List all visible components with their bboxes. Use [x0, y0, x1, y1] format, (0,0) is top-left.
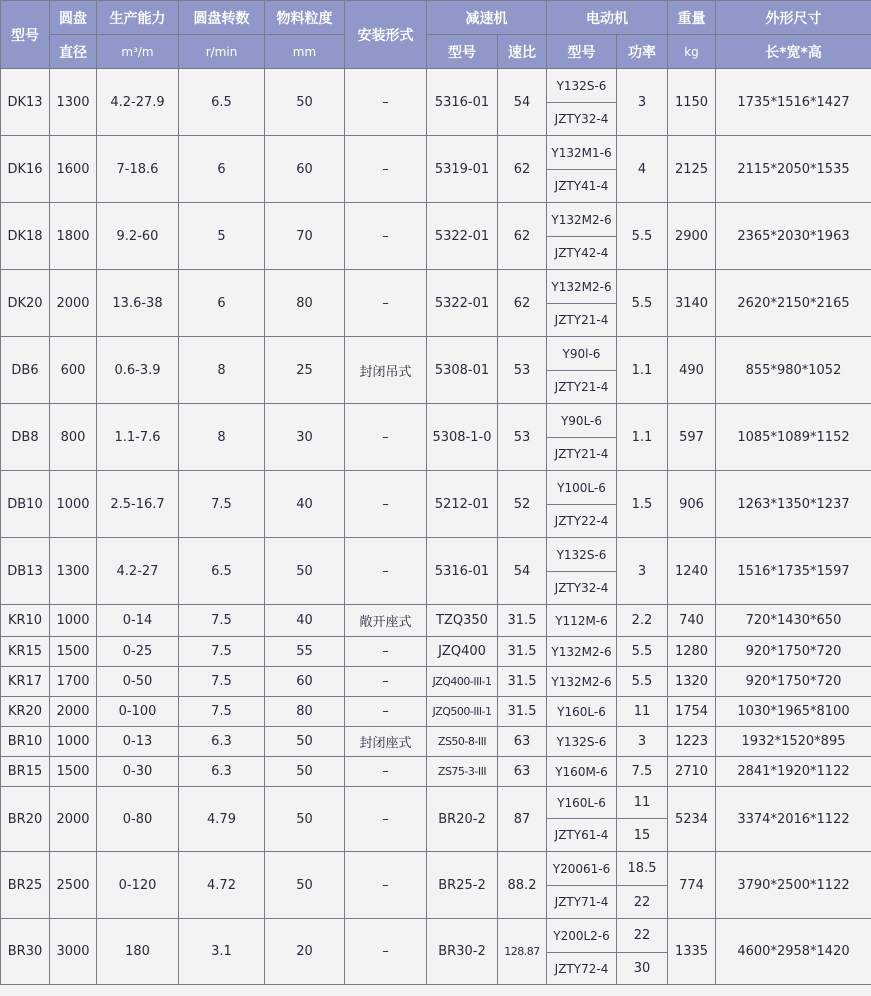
cell-motor-a: Y132M2-6: [547, 203, 617, 237]
cell-dims: 920*1750*720: [716, 637, 871, 667]
cell-motor-a: Y20061-6: [547, 852, 617, 886]
cell-motor-a: Y90l-6: [547, 337, 617, 371]
cell-diameter: 2000: [50, 270, 97, 337]
cell-reducer-model: 5322-01: [427, 203, 498, 270]
cell-diameter: 2000: [50, 697, 97, 727]
cell-dims: 1263*1350*1237: [716, 471, 871, 538]
cell-speed: 4.72: [179, 852, 265, 919]
header-motor: 电动机: [547, 1, 668, 35]
table-row: [1, 471, 871, 505]
cell-diameter: 1500: [50, 637, 97, 667]
cell-mount: –: [345, 757, 427, 787]
cell-particle: 70: [265, 203, 345, 270]
cell-particle: 50: [265, 787, 345, 852]
cell-speed: 8: [179, 404, 265, 471]
cell-dims: 2115*2050*1535: [716, 136, 871, 203]
cell-weight: 490: [668, 337, 716, 404]
header-motor-model: 型号: [547, 35, 617, 69]
cell-diameter: 1000: [50, 605, 97, 637]
cell-capacity: 0-14: [97, 605, 179, 637]
cell-capacity: 180: [97, 919, 179, 985]
cell-diameter: 3000: [50, 919, 97, 985]
cell-power-b: 15: [617, 819, 668, 852]
cell-model: KR20: [1, 697, 50, 727]
header-model: 型号: [1, 1, 50, 69]
cell-ratio: 87: [498, 787, 547, 852]
cell-ratio: 53: [498, 404, 547, 471]
cell-power-a: 11: [617, 787, 668, 819]
cell-motor: Y112M-6: [547, 605, 617, 637]
table-row: [1, 270, 871, 304]
cell-ratio: 63: [498, 727, 547, 757]
cell-capacity: 0-25: [97, 637, 179, 667]
cell-particle: 60: [265, 667, 345, 697]
cell-speed: 7.5: [179, 471, 265, 538]
cell-reducer-model: 5308-01: [427, 337, 498, 404]
table-row: [1, 727, 871, 757]
cell-motor-b: JZTY21-4: [547, 304, 617, 337]
cell-mount: –: [345, 919, 427, 985]
cell-motor: Y132M2-6: [547, 667, 617, 697]
cell-reducer-model: BR20-2: [427, 787, 498, 852]
cell-speed: 3.1: [179, 919, 265, 985]
cell-diameter: 1600: [50, 136, 97, 203]
cell-model: DK20: [1, 270, 50, 337]
cell-model: DB6: [1, 337, 50, 404]
cell-model: BR30: [1, 919, 50, 985]
cell-weight: 740: [668, 605, 716, 637]
cell-motor-b: JZTY32-4: [547, 572, 617, 605]
cell-power: 3: [617, 538, 668, 605]
cell-weight: 1240: [668, 538, 716, 605]
cell-capacity: 0-80: [97, 787, 179, 852]
cell-ratio: 54: [498, 538, 547, 605]
cell-speed: 6.3: [179, 727, 265, 757]
header-weight-unit: kg: [668, 35, 716, 69]
cell-diameter: 1800: [50, 203, 97, 270]
cell-particle: 40: [265, 471, 345, 538]
cell-diameter: 1300: [50, 69, 97, 136]
cell-motor-b: JZTY21-4: [547, 438, 617, 471]
cell-reducer-model: ZS50-8-III: [427, 727, 498, 757]
cell-motor-b: JZTY22-4: [547, 505, 617, 538]
cell-reducer-model: 5308-1-0: [427, 404, 498, 471]
cell-dims: 1735*1516*1427: [716, 69, 871, 136]
cell-power: 7.5: [617, 757, 668, 787]
table-row: [1, 757, 871, 787]
cell-diameter: 800: [50, 404, 97, 471]
cell-weight: 906: [668, 471, 716, 538]
cell-mount: –: [345, 637, 427, 667]
cell-power-b: 30: [617, 953, 668, 985]
cell-motor-b: JZTY71-4: [547, 886, 617, 919]
cell-speed: 6.3: [179, 757, 265, 787]
header-disc-diameter: 圆盘: [50, 1, 97, 35]
cell-speed: 6: [179, 270, 265, 337]
spec-table-body: [1, 69, 871, 985]
cell-particle: 20: [265, 919, 345, 985]
cell-ratio: 52: [498, 471, 547, 538]
table-row: [1, 852, 871, 886]
cell-weight: 3140: [668, 270, 716, 337]
cell-reducer-model: JZQ500-III-1: [427, 697, 498, 727]
cell-mount: 敞开座式: [345, 605, 427, 637]
cell-model: KR15: [1, 637, 50, 667]
cell-speed: 6.5: [179, 69, 265, 136]
header-disc-speed-unit: r/min: [179, 35, 265, 69]
cell-power-b: 22: [617, 886, 668, 919]
cell-mount: –: [345, 538, 427, 605]
cell-diameter: 1700: [50, 667, 97, 697]
cell-motor-a: Y132M2-6: [547, 270, 617, 304]
cell-particle: 55: [265, 637, 345, 667]
cell-mount: –: [345, 136, 427, 203]
cell-model: KR17: [1, 667, 50, 697]
cell-dims: 2365*2030*1963: [716, 203, 871, 270]
cell-motor-a: Y90L-6: [547, 404, 617, 438]
cell-capacity: 0-50: [97, 667, 179, 697]
cell-model: DB13: [1, 538, 50, 605]
cell-speed: 7.5: [179, 697, 265, 727]
cell-mount: –: [345, 203, 427, 270]
cell-weight: 774: [668, 852, 716, 919]
table-row: [1, 404, 871, 438]
cell-diameter: 1000: [50, 727, 97, 757]
cell-motor-b: JZTY72-4: [547, 953, 617, 985]
header-reducer: 减速机: [427, 1, 547, 35]
cell-speed: 5: [179, 203, 265, 270]
cell-model: DB8: [1, 404, 50, 471]
table-row: [1, 337, 871, 371]
cell-mount: –: [345, 404, 427, 471]
header-capacity-unit: m³/m: [97, 35, 179, 69]
cell-power: 3: [617, 727, 668, 757]
cell-particle: 80: [265, 697, 345, 727]
cell-weight: 1280: [668, 637, 716, 667]
cell-mount: –: [345, 69, 427, 136]
cell-model: KR10: [1, 605, 50, 637]
cell-dims: 3790*2500*1122: [716, 852, 871, 919]
cell-ratio: 62: [498, 136, 547, 203]
cell-weight: 2125: [668, 136, 716, 203]
cell-motor: Y132S-6: [547, 727, 617, 757]
cell-ratio: 128.87: [498, 919, 547, 985]
cell-ratio: 62: [498, 203, 547, 270]
cell-motor-b: JZTY42-4: [547, 237, 617, 270]
cell-model: BR25: [1, 852, 50, 919]
cell-mount: –: [345, 787, 427, 852]
cell-model: DB10: [1, 471, 50, 538]
cell-diameter: 1500: [50, 757, 97, 787]
table-row: [1, 69, 871, 103]
cell-reducer-model: ZS75-3-III: [427, 757, 498, 787]
cell-dims: 3374*2016*1122: [716, 787, 871, 852]
cell-reducer-model: BR25-2: [427, 852, 498, 919]
cell-dims: 1516*1735*1597: [716, 538, 871, 605]
cell-speed: 7.5: [179, 637, 265, 667]
cell-particle: 80: [265, 270, 345, 337]
header-reducer-ratio: 速比: [498, 35, 547, 69]
cell-capacity: 0-13: [97, 727, 179, 757]
cell-weight: 1335: [668, 919, 716, 985]
cell-motor-a: Y132S-6: [547, 69, 617, 103]
cell-reducer-model: TZQ350: [427, 605, 498, 637]
header-particle-size-unit: mm: [265, 35, 345, 69]
cell-particle: 30: [265, 404, 345, 471]
cell-dims: 855*980*1052: [716, 337, 871, 404]
cell-dims: 1932*1520*895: [716, 727, 871, 757]
cell-power: 11: [617, 697, 668, 727]
cell-capacity: 13.6-38: [97, 270, 179, 337]
cell-power: 5.5: [617, 270, 668, 337]
cell-motor-a: Y132S-6: [547, 538, 617, 572]
cell-ratio: 54: [498, 69, 547, 136]
cell-weight: 1150: [668, 69, 716, 136]
table-row: [1, 787, 871, 819]
cell-motor: Y132M2-6: [547, 637, 617, 667]
cell-reducer-model: BR30-2: [427, 919, 498, 985]
cell-ratio: 53: [498, 337, 547, 404]
cell-diameter: 1000: [50, 471, 97, 538]
cell-mount: 封闭座式: [345, 727, 427, 757]
cell-speed: 6: [179, 136, 265, 203]
header-disc-speed: 圆盘转数: [179, 1, 265, 35]
cell-reducer-model: 5316-01: [427, 538, 498, 605]
cell-dims: 1030*1965*8100: [716, 697, 871, 727]
cell-model: BR20: [1, 787, 50, 852]
cell-weight: 1320: [668, 667, 716, 697]
cell-weight: 2710: [668, 757, 716, 787]
cell-model: DK18: [1, 203, 50, 270]
cell-ratio: 62: [498, 270, 547, 337]
cell-particle: 50: [265, 69, 345, 136]
cell-ratio: 31.5: [498, 605, 547, 637]
cell-motor: Y160M-6: [547, 757, 617, 787]
cell-power: 2.2: [617, 605, 668, 637]
table-row: [1, 136, 871, 170]
cell-speed: 8: [179, 337, 265, 404]
cell-mount: –: [345, 471, 427, 538]
table-row: [1, 667, 871, 697]
cell-mount: 封闭吊式: [345, 337, 427, 404]
header-weight: 重量: [668, 1, 716, 35]
cell-capacity: 9.2-60: [97, 203, 179, 270]
header-capacity: 生产能力: [97, 1, 179, 35]
cell-power: 5.5: [617, 637, 668, 667]
cell-speed: 4.79: [179, 787, 265, 852]
cell-dims: 2841*1920*1122: [716, 757, 871, 787]
cell-power-a: 22: [617, 919, 668, 953]
cell-power: 3: [617, 69, 668, 136]
cell-power: 1.1: [617, 337, 668, 404]
cell-ratio: 63: [498, 757, 547, 787]
cell-particle: 50: [265, 757, 345, 787]
cell-speed: 7.5: [179, 605, 265, 637]
cell-capacity: 4.2-27: [97, 538, 179, 605]
cell-capacity: 0-120: [97, 852, 179, 919]
cell-motor-b: JZTY32-4: [547, 103, 617, 136]
table-row: [1, 605, 871, 637]
cell-particle: 50: [265, 538, 345, 605]
cell-motor-b: JZTY61-4: [547, 819, 617, 852]
cell-dims: 1085*1089*1152: [716, 404, 871, 471]
cell-diameter: 1300: [50, 538, 97, 605]
cell-diameter: 2000: [50, 787, 97, 852]
cell-dims: 920*1750*720: [716, 667, 871, 697]
cell-particle: 40: [265, 605, 345, 637]
cell-motor-a: Y100L-6: [547, 471, 617, 505]
cell-motor-b: JZTY41-4: [547, 170, 617, 203]
cell-reducer-model: 5316-01: [427, 69, 498, 136]
cell-motor: Y160L-6: [547, 697, 617, 727]
cell-model: DK16: [1, 136, 50, 203]
cell-power: 5.5: [617, 667, 668, 697]
cell-power: 4: [617, 136, 668, 203]
cell-reducer-model: 5212-01: [427, 471, 498, 538]
cell-capacity: 0.6-3.9: [97, 337, 179, 404]
cell-power: 1.1: [617, 404, 668, 471]
cell-dims: 2620*2150*2165: [716, 270, 871, 337]
header-dimensions: 外形尺寸: [716, 1, 871, 35]
header-reducer-model: 型号: [427, 35, 498, 69]
cell-mount: –: [345, 667, 427, 697]
cell-speed: 7.5: [179, 667, 265, 697]
cell-motor-a: Y160L-6: [547, 787, 617, 819]
cell-weight: 597: [668, 404, 716, 471]
cell-diameter: 600: [50, 337, 97, 404]
cell-model: DK13: [1, 69, 50, 136]
table-row: [1, 697, 871, 727]
cell-capacity: 0-100: [97, 697, 179, 727]
cell-motor-b: JZTY21-4: [547, 371, 617, 404]
header-motor-power: 功率: [617, 35, 668, 69]
cell-power-a: 18.5: [617, 852, 668, 886]
cell-weight: 5234: [668, 787, 716, 852]
cell-ratio: 31.5: [498, 697, 547, 727]
table-row: [1, 637, 871, 667]
cell-reducer-model: 5319-01: [427, 136, 498, 203]
cell-ratio: 31.5: [498, 637, 547, 667]
cell-ratio: 88.2: [498, 852, 547, 919]
cell-model: BR15: [1, 757, 50, 787]
cell-model: BR10: [1, 727, 50, 757]
cell-particle: 50: [265, 727, 345, 757]
cell-power: 5.5: [617, 203, 668, 270]
cell-capacity: 1.1-7.6: [97, 404, 179, 471]
cell-particle: 60: [265, 136, 345, 203]
header-disc-diameter-sub: 直径: [50, 35, 97, 69]
header-particle-size: 物料粒度: [265, 1, 345, 35]
cell-particle: 25: [265, 337, 345, 404]
cell-particle: 50: [265, 852, 345, 919]
cell-motor-a: Y200L2-6: [547, 919, 617, 953]
cell-capacity: 2.5-16.7: [97, 471, 179, 538]
cell-motor-a: Y132M1-6: [547, 136, 617, 170]
cell-speed: 6.5: [179, 538, 265, 605]
cell-mount: –: [345, 270, 427, 337]
cell-ratio: 31.5: [498, 667, 547, 697]
table-row: [1, 203, 871, 237]
cell-weight: 1223: [668, 727, 716, 757]
cell-dims: 720*1430*650: [716, 605, 871, 637]
cell-diameter: 2500: [50, 852, 97, 919]
cell-mount: –: [345, 852, 427, 919]
header-dimensions-sub: 长*宽*高: [716, 35, 871, 69]
table-row: [1, 919, 871, 953]
table-row: [1, 538, 871, 572]
cell-reducer-model: 5322-01: [427, 270, 498, 337]
cell-dims: 4600*2958*1420: [716, 919, 871, 985]
cell-power: 1.5: [617, 471, 668, 538]
header-mounting: 安装形式: [345, 1, 427, 69]
cell-reducer-model: JZQ400: [427, 637, 498, 667]
cell-reducer-model: JZQ400-III-1: [427, 667, 498, 697]
cell-weight: 1754: [668, 697, 716, 727]
cell-capacity: 4.2-27.9: [97, 69, 179, 136]
cell-capacity: 7-18.6: [97, 136, 179, 203]
cell-capacity: 0-30: [97, 757, 179, 787]
cell-weight: 2900: [668, 203, 716, 270]
cell-mount: –: [345, 697, 427, 727]
